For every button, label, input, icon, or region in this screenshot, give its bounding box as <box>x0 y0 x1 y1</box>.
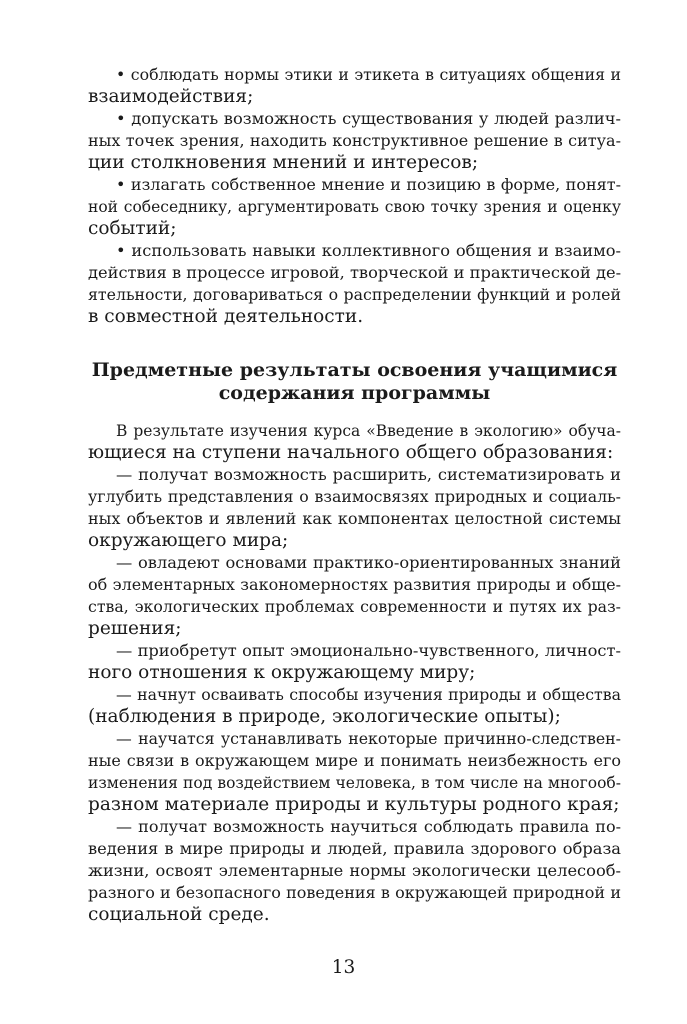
heading-line: Предметные результаты освоения учащимися <box>91 359 618 381</box>
result-item <box>88 816 621 926</box>
text-line: — начнут осваивать способы изучения природы и общества <box>116 685 621 704</box>
bullet-item <box>88 240 621 328</box>
text-line: взаимодействия; <box>88 86 254 107</box>
text-line: ного отношения к окружающему миру; <box>88 662 476 683</box>
result-item <box>88 464 621 552</box>
text-line: решения; <box>88 618 182 639</box>
heading-line: содержания программы <box>218 382 491 404</box>
text-line: • использовать навыки коллективного общения и взаимо- <box>116 241 621 260</box>
text-line: ные связи в окружающем мире и понимать неизбежность его <box>88 751 621 770</box>
text-line: — овладеют основами практико-ориентированных знаний <box>116 553 621 572</box>
result-item <box>88 552 621 640</box>
result-item <box>88 684 621 728</box>
text-line: • допускать возможность существования у людей различ- <box>116 109 621 128</box>
result-item <box>88 640 621 684</box>
text-line: ятельности, договариваться о распределении функций и ролей <box>88 285 621 304</box>
text-line: в совместной деятельности. <box>88 306 364 327</box>
text-line: ной собеседнику, аргументировать свою точку зрения и оценку <box>88 198 621 216</box>
text-line: об элементарных закономерностях развития природы и обще- <box>88 575 621 594</box>
text-line: • излагать собственное мнение и позицию в форме, понят- <box>116 175 621 194</box>
text-line: — получат возможность расширить, систематизировать и <box>116 465 621 484</box>
text-line: — научатся устанавливать некоторые причинно-следствен- <box>116 729 621 748</box>
bullet-item <box>88 108 621 174</box>
text-line: социальной среде. <box>88 904 270 925</box>
text-line: ных объектов и явлений как компонентах целостной системы <box>88 509 621 528</box>
text-line: • соблюдать нормы этики и этикета в ситуациях общения и <box>116 65 621 84</box>
bullet-item <box>88 64 621 108</box>
section-heading <box>88 359 621 405</box>
text-line: ции столкновения мнений и интересов; <box>88 152 479 173</box>
text-line: действия в процессе игровой, творческой и практической де- <box>88 263 622 282</box>
text-line: — приобретут опыт эмоционально-чувственного, личност- <box>116 641 621 660</box>
text-line: ющиеся на ступени начального общего образования: <box>88 442 614 463</box>
page-number: 13 <box>331 957 356 978</box>
text-line: В результате изучения курса «Введение в экологию» обуча- <box>116 422 621 440</box>
text-line: жизни, освоят элементарные нормы экологически целесооб- <box>88 861 621 880</box>
text-line: разном материале природы и культуры родного края; <box>88 794 620 815</box>
intro-paragraph <box>88 420 621 464</box>
text-line: ведения в мире природы и людей, правила здорового образа <box>88 839 621 858</box>
text-line: окружающего мира; <box>88 530 289 551</box>
results-section <box>88 420 621 926</box>
text-line: событий; <box>88 218 177 239</box>
text-line: ства, экологических проблемах современности и путях их раз- <box>88 597 621 616</box>
text-line: — получат возможность научиться соблюдать правила по- <box>116 817 621 836</box>
text-line: изменения под воздействием человека, в том числе на многооб- <box>88 774 621 792</box>
bullet-list <box>88 64 621 328</box>
text-line: углубить представления о взаимосвязях природных и социаль- <box>88 487 621 506</box>
text-line: (наблюдения в природе, экологические опыты); <box>88 706 561 727</box>
text-line: ных точек зрения, находить конструктивное решение в ситуа- <box>88 131 621 150</box>
text-line: разного и безопасного поведения в окружающей природной и <box>88 883 621 902</box>
result-item <box>88 728 621 816</box>
bullet-item <box>88 174 621 240</box>
